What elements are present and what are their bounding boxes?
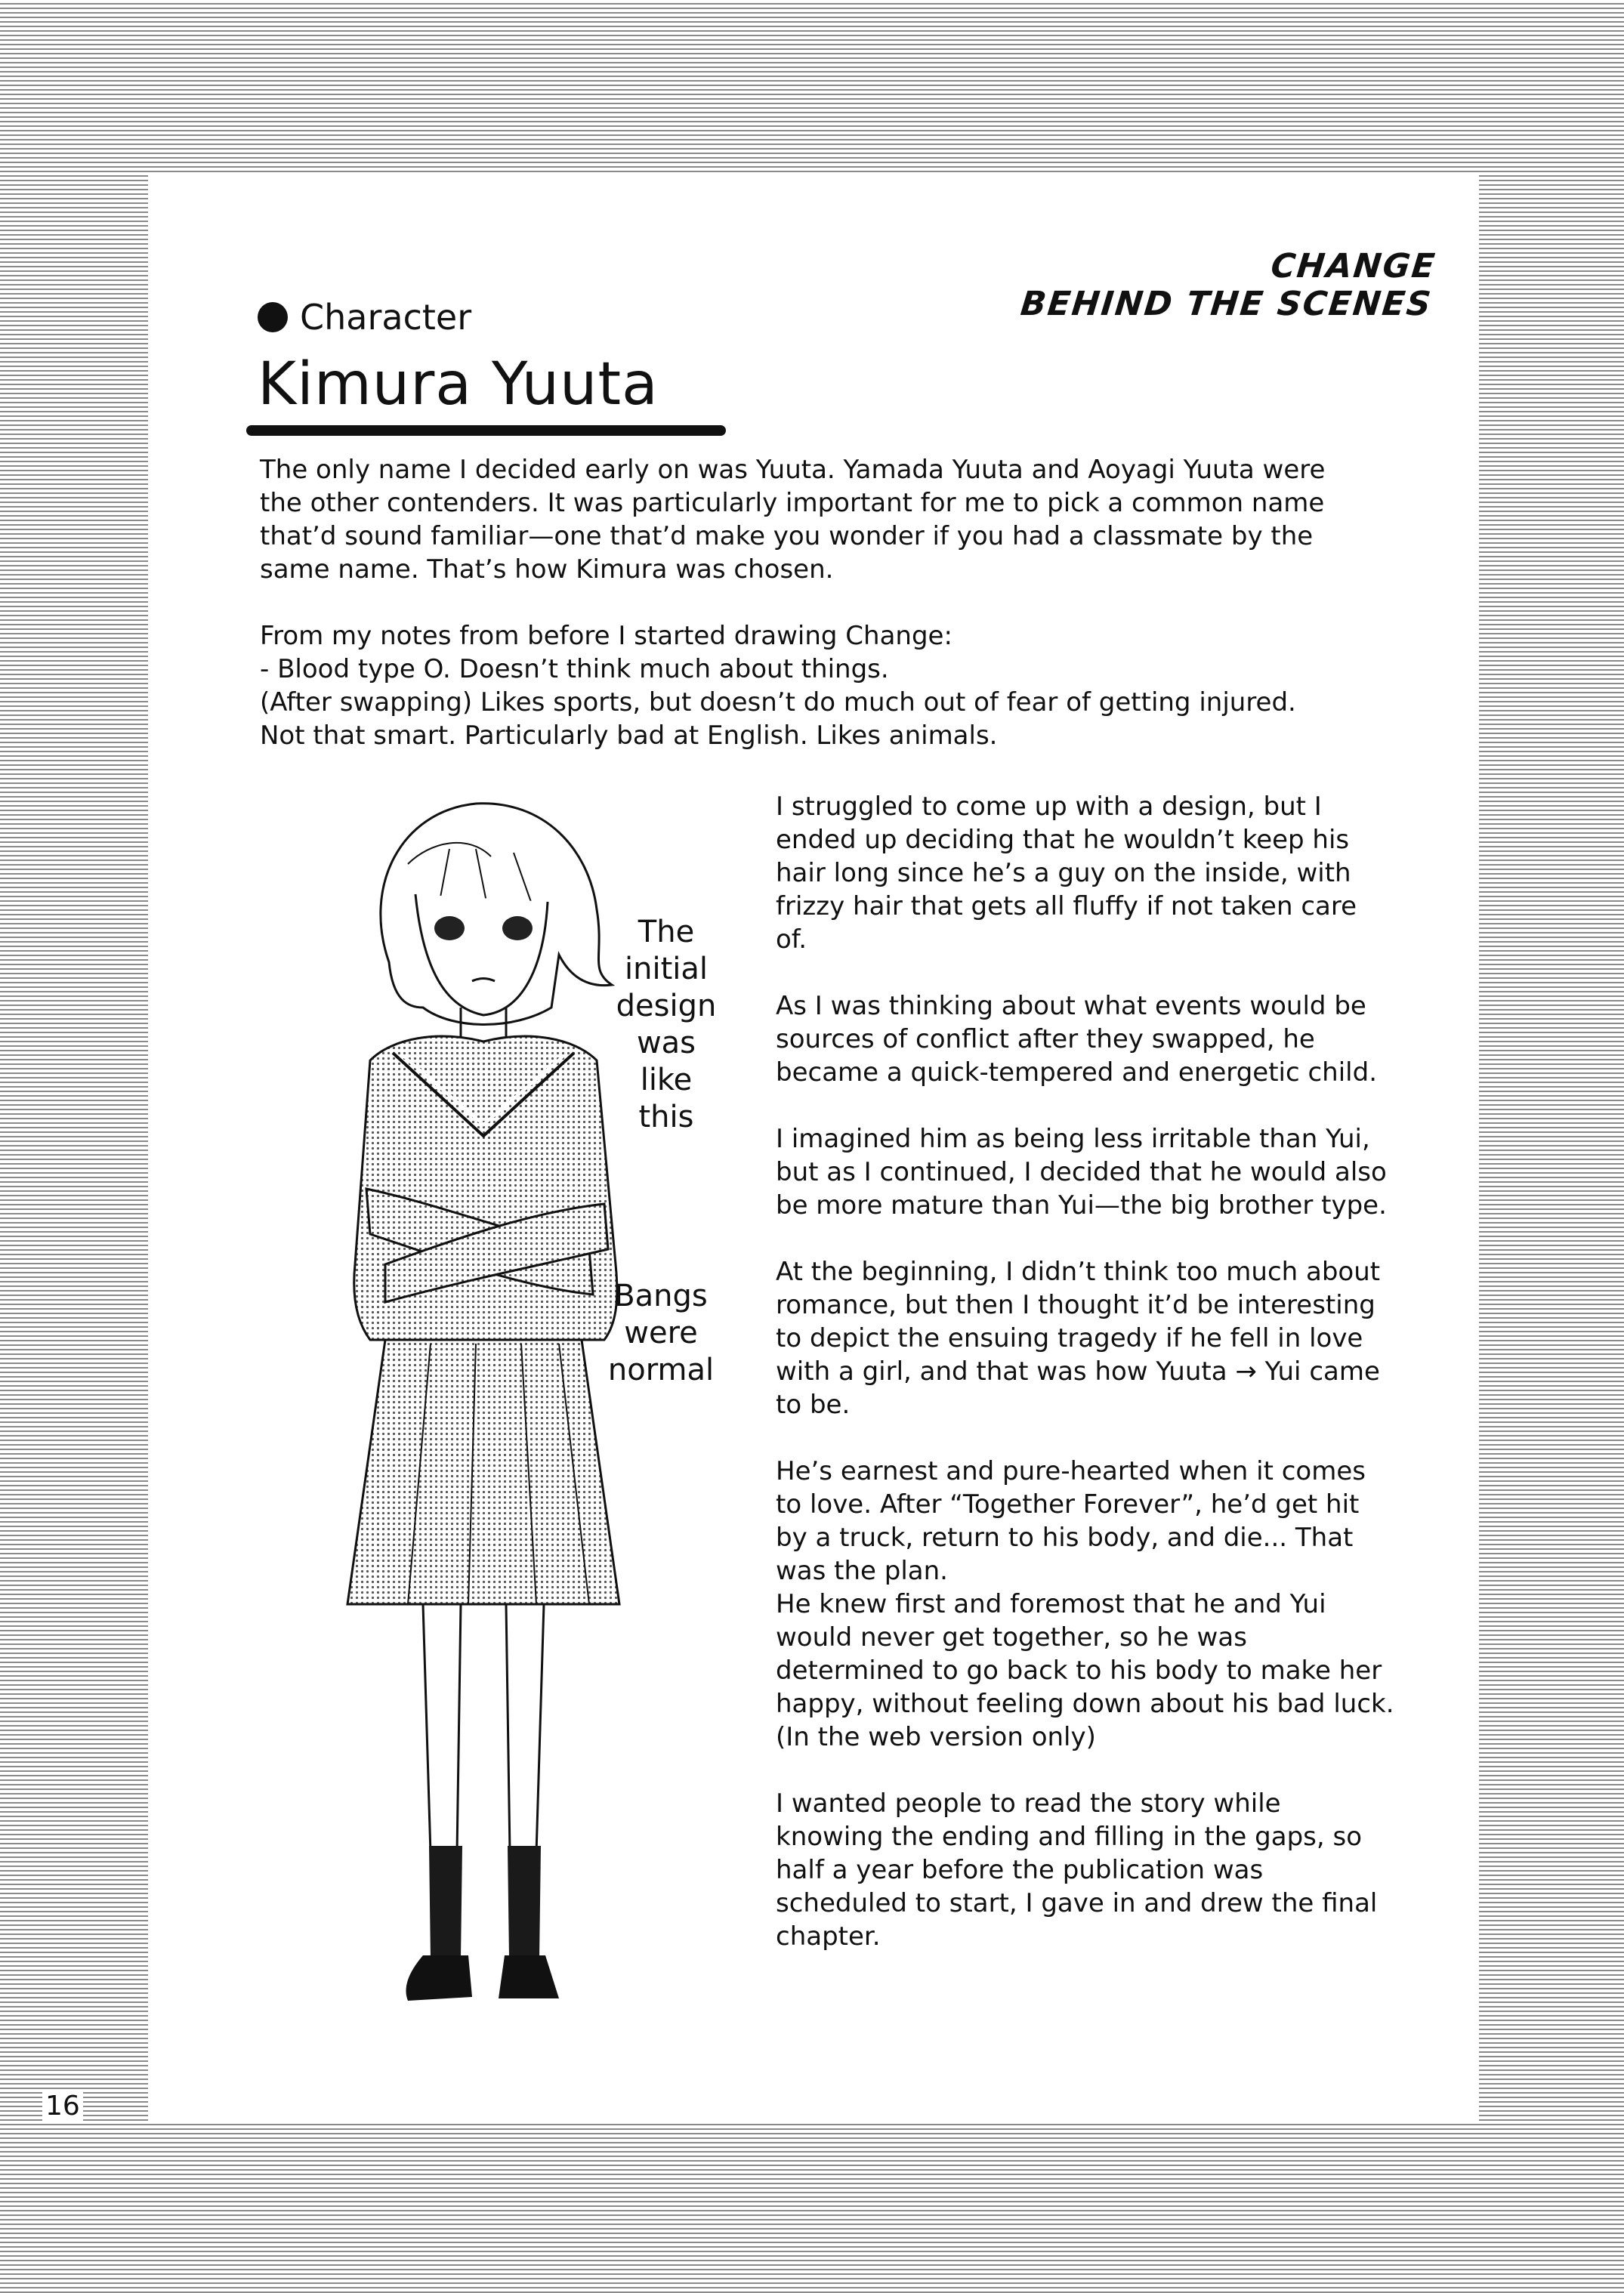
bullet-icon [258,302,288,332]
section-label [258,297,471,338]
series-title-line1: CHANGE [1268,247,1438,285]
body-text [776,790,1395,1986]
note-line: were [624,1316,698,1350]
title-underline [246,425,726,436]
body-paragraph: As I was thinking about what events would be sources of conflict after they swapped, he became a quick-tempered and energetic child. [776,991,1377,1088]
series-title-line2: BEHIND THE SCENES [1018,285,1434,323]
page-number: 16 [42,2091,83,2122]
notes-heading: From my notes from before I started drawing Change: [260,621,952,651]
body-paragraph: I struggled to come up with a design, but I ended up deciding that he wouldn’t keep his hair long since he’s a guy on the inside, with frizzy hair that gets all fluffy if not taken care of. [776,792,1357,955]
body-paragraph: He’s earnest and pure-hearted when it comes to love. After “Together Forever”, he’d get hit by a truck, return to his body, and die... That was the plan. [776,1456,1366,1586]
notes-line: (After swapping) Likes sports, but doesn’t do much out of fear of getting injured. Not that smart. Particularly bad at English. Likes animals. [260,687,1296,751]
body-paragraph: He knew first and foremost that he and Yui would never get together, so he was determined to go back to his body to make her happy, without feeling down about his bad luck. (In the web version only) [776,1589,1394,1752]
body-paragraph: At the beginning, I didn’t think too much about romance, but then I thought it’d be interesting to depict the ensuing tragedy if he fell in love with a girl, and that was how Yuuta → Yui came to be. [776,1257,1381,1420]
note-line: this [638,1100,694,1134]
note-line: design [616,989,717,1023]
section-label-text: Character [300,297,472,338]
initial-design-note [606,914,727,1136]
body-paragraph: I imagined him as being less irritable than Yui, but as I continued, I decided that he would also be more mature than Yui—the big brother type. [776,1124,1387,1221]
intro-paragraph: The only name I decided early on was Yuuta. Yamada Yuuta and Aoyagi Yuuta were the other contenders. It was particularly important for me to pick a common name that’d sound familiar—one that’d make you wonder if you had a classmate by the same name. That’s how Kimura was chosen. [260,455,1326,585]
notes-line: - Blood type O. Doesn’t think much about things. [260,654,889,684]
note-line: initial [625,952,708,986]
note-line: The [638,915,695,949]
body-paragraph: I wanted people to read the story while knowing the ending and filling in the gaps, so half a year before the publication was scheduled to start, I gave in and drew the final chapter. [776,1788,1378,1952]
bangs-note [597,1278,725,1389]
intro-text [260,453,1340,752]
note-line: normal [607,1353,715,1387]
page-panel [148,172,1479,2121]
note-line: Bangs [614,1279,708,1313]
series-title [1018,248,1437,323]
note-line: like [640,1063,693,1097]
character-name: Kimura Yuuta [258,350,659,418]
note-line: was [636,1026,696,1060]
